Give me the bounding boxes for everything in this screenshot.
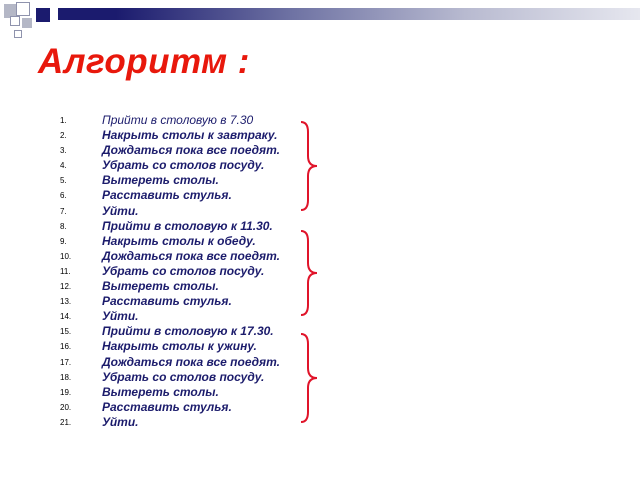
decor-square <box>36 8 50 22</box>
group-bracket-breakfast <box>295 118 325 214</box>
list-item-text: Дождаться пока все поедят. <box>102 143 280 158</box>
list-item-number: 12. <box>60 282 72 292</box>
list-item-number: 2. <box>60 131 67 141</box>
list-item-text: Вытереть столы. <box>102 173 219 188</box>
list-item-number: 13. <box>60 297 72 307</box>
decor-square <box>14 30 22 38</box>
list-item-number: 17. <box>60 357 72 367</box>
list-item-number: 7. <box>60 206 67 216</box>
list-item-text: Расставить стулья. <box>102 399 232 414</box>
list-item-text: Расставить стулья. <box>102 294 232 309</box>
list-item-text: Уйти. <box>102 203 139 218</box>
group-bracket-dinner <box>295 330 325 426</box>
list-item-number: 3. <box>60 146 67 156</box>
list-item-number: 1. <box>60 116 67 125</box>
list-item-text: Вытереть столы. <box>102 384 219 399</box>
list-item-number: 6. <box>60 191 67 201</box>
list-item-number: 11. <box>60 266 71 276</box>
decor-square <box>10 16 20 26</box>
list-item-number: 21. <box>60 417 72 427</box>
list-item-number: 20. <box>60 402 72 412</box>
list-item-text: Уйти. <box>102 414 139 429</box>
list-item-number: 16. <box>60 342 72 352</box>
list-item-text: Уйти. <box>102 309 139 324</box>
list-item-number: 10. <box>60 251 72 261</box>
decor-square <box>22 18 32 28</box>
list-item-text: Накрыть столы к ужину. <box>102 339 257 354</box>
list-item-text: Вытереть столы. <box>102 279 219 294</box>
list-item-text: Прийти в столовую к 17.30. <box>102 324 274 339</box>
list-item-text: Убрать со столов посуду. <box>102 369 265 384</box>
list-item-number: 19. <box>60 387 72 397</box>
list-item-text: Дождаться пока все поедят. <box>102 354 280 369</box>
list-item-number: 9. <box>60 236 67 246</box>
list-item-number: 5. <box>60 176 67 186</box>
list-item-number: 8. <box>60 221 67 231</box>
list-item-number: 14. <box>60 312 72 322</box>
list-item-text: Убрать со столов посуду. <box>102 158 265 173</box>
list-item-text: Расставить стулья. <box>102 188 232 203</box>
list-item-number: 4. <box>60 161 67 171</box>
list-item-number: 18. <box>60 372 72 382</box>
list-item-text: Накрыть столы к обеду. <box>102 233 256 248</box>
list-item-number: 15. <box>60 327 72 337</box>
list-item-text: Прийти в столовую в 7.30 <box>102 113 254 127</box>
list-item-text: Накрыть столы к завтраку. <box>102 128 278 143</box>
list-item-text: Дождаться пока все поедят. <box>102 248 280 263</box>
list-item-text: Прийти в столовую к 11.30. <box>102 218 273 233</box>
decor-square <box>16 2 30 16</box>
list-item-text: Убрать со столов посуду. <box>102 263 265 278</box>
header-gradient-bar <box>58 8 640 20</box>
group-bracket-lunch <box>295 227 325 319</box>
page-title: Алгоритм : <box>38 42 250 81</box>
